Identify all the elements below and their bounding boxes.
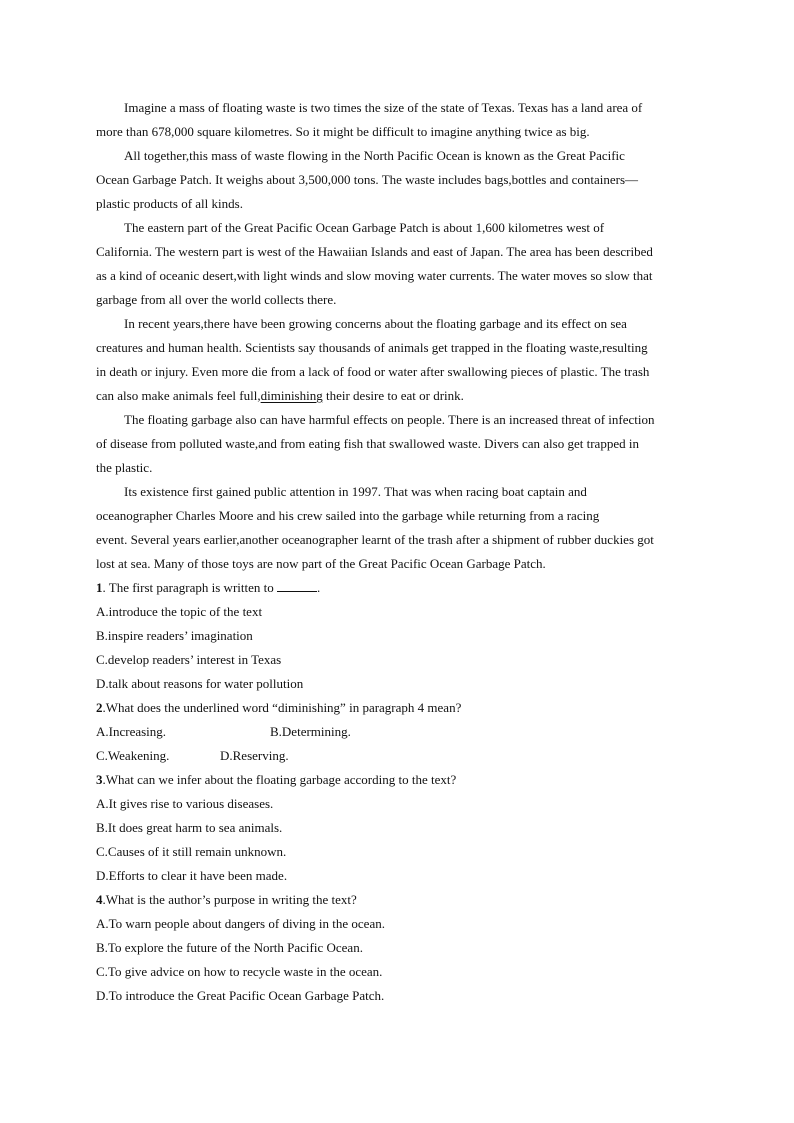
question-number: 4 [96,892,103,907]
answer-option: A.To warn people about dangers of diving in the ocean. [96,916,385,931]
question-number: 3 [96,772,103,787]
passage-line: in death or injury. Even more die from a lack of food or water after swallowing pieces of plastic. The trash [96,364,650,379]
answer-option: D.talk about reasons for water pollution [96,676,304,691]
question-stem [96,888,700,912]
underlined-word: diminishing [260,388,323,403]
answer-option: B.inspire readers’ imagination [96,628,253,643]
passage-line: In recent years,there have been growing concerns about the floating garbage and its effect on sea [124,316,627,331]
question-text: .What does the underlined word “diminishing” in paragraph 4 mean? [102,700,462,715]
answer-blank [277,578,317,592]
answer-option-row [96,720,700,744]
answer-option: C.Causes of it still remain unknown. [96,844,287,859]
passage-line: the plastic. [96,460,153,475]
passage-line: Imagine a mass of floating waste is two times the size of the state of Texas. Texas has a land area of [124,100,643,115]
question-stem [96,576,700,600]
question-text: . The first paragraph is written to [102,580,277,595]
question-stem [96,768,700,792]
passage-line [96,384,700,408]
answer-option: C.To give advice on how to recycle waste in the ocean. [96,964,383,979]
passage-line: garbage from all over the world collects there. [96,292,337,307]
answer-option: B.Determining. [270,724,351,739]
question-text: .What is the author’s purpose in writing the text? [102,892,357,907]
passage-line: Its existence first gained public attention in 1997. That was when racing boat captain and [124,484,587,499]
passage-line: of disease from polluted waste,and from eating fish that swallowed waste. Divers can also get trapped in [96,436,639,451]
passage-text: can also make animals feel full, [96,388,261,403]
passage-line: The floating garbage also can have harmful effects on people. There is an increased threat of infection [124,412,655,427]
answer-option: A.Increasing. [96,724,167,739]
passage-line: as a kind of oceanic desert,with light winds and slow moving water currents. The water moves so slow that [96,268,653,283]
passage-line: The eastern part of the Great Pacific Ocean Garbage Patch is about 1,600 kilometres west of [124,220,605,235]
passage-line: oceanographer Charles Moore and his crew sailed into the garbage while returning from a racing [96,508,600,523]
answer-option: A.introduce the topic of the text [96,604,263,619]
passage-line: California. The western part is west of the Hawaiian Islands and east of Japan. The area has been described [96,244,653,259]
passage-line: All together,this mass of waste flowing in the North Pacific Ocean is known as the Great Pacific [124,148,625,163]
passage-line: event. Several years earlier,another oceanographer learnt of the trash after a shipment of rubber duckies got [96,532,654,547]
passage-line: plastic products of all kinds. [96,196,243,211]
question-number: 2 [96,700,103,715]
passage-line: more than 678,000 square kilometres. So it might be difficult to imagine anything twice as big. [96,124,590,139]
question-number: 1 [96,580,103,595]
answer-option: C.Weakening. [96,748,170,763]
question-text: . [317,580,321,595]
answer-option-row [96,744,700,768]
answer-option: C.develop readers’ interest in Texas [96,652,282,667]
answer-option: B.It does great harm to sea animals. [96,820,283,835]
passage-text: their desire to eat or drink. [322,388,464,403]
passage-line: lost at sea. Many of those toys are now part of the Great Pacific Ocean Garbage Patch. [96,556,546,571]
passage-line: Ocean Garbage Patch. It weighs about 3,500,000 tons. The waste includes bags,bottles and containers— [96,172,639,187]
answer-option: D.Efforts to clear it have been made. [96,868,288,883]
question-stem [96,696,700,720]
answer-option: D.To introduce the Great Pacific Ocean Garbage Patch. [96,988,385,1003]
answer-option: A.It gives rise to various diseases. [96,796,274,811]
answer-option: D.Reserving. [220,748,289,763]
question-text: .What can we infer about the floating garbage according to the text? [102,772,457,787]
passage-line: creatures and human health. Scientists say thousands of animals get trapped in the floating waste,resulting [96,340,648,355]
document-page [96,96,700,1008]
answer-option: B.To explore the future of the North Pacific Ocean. [96,940,363,955]
